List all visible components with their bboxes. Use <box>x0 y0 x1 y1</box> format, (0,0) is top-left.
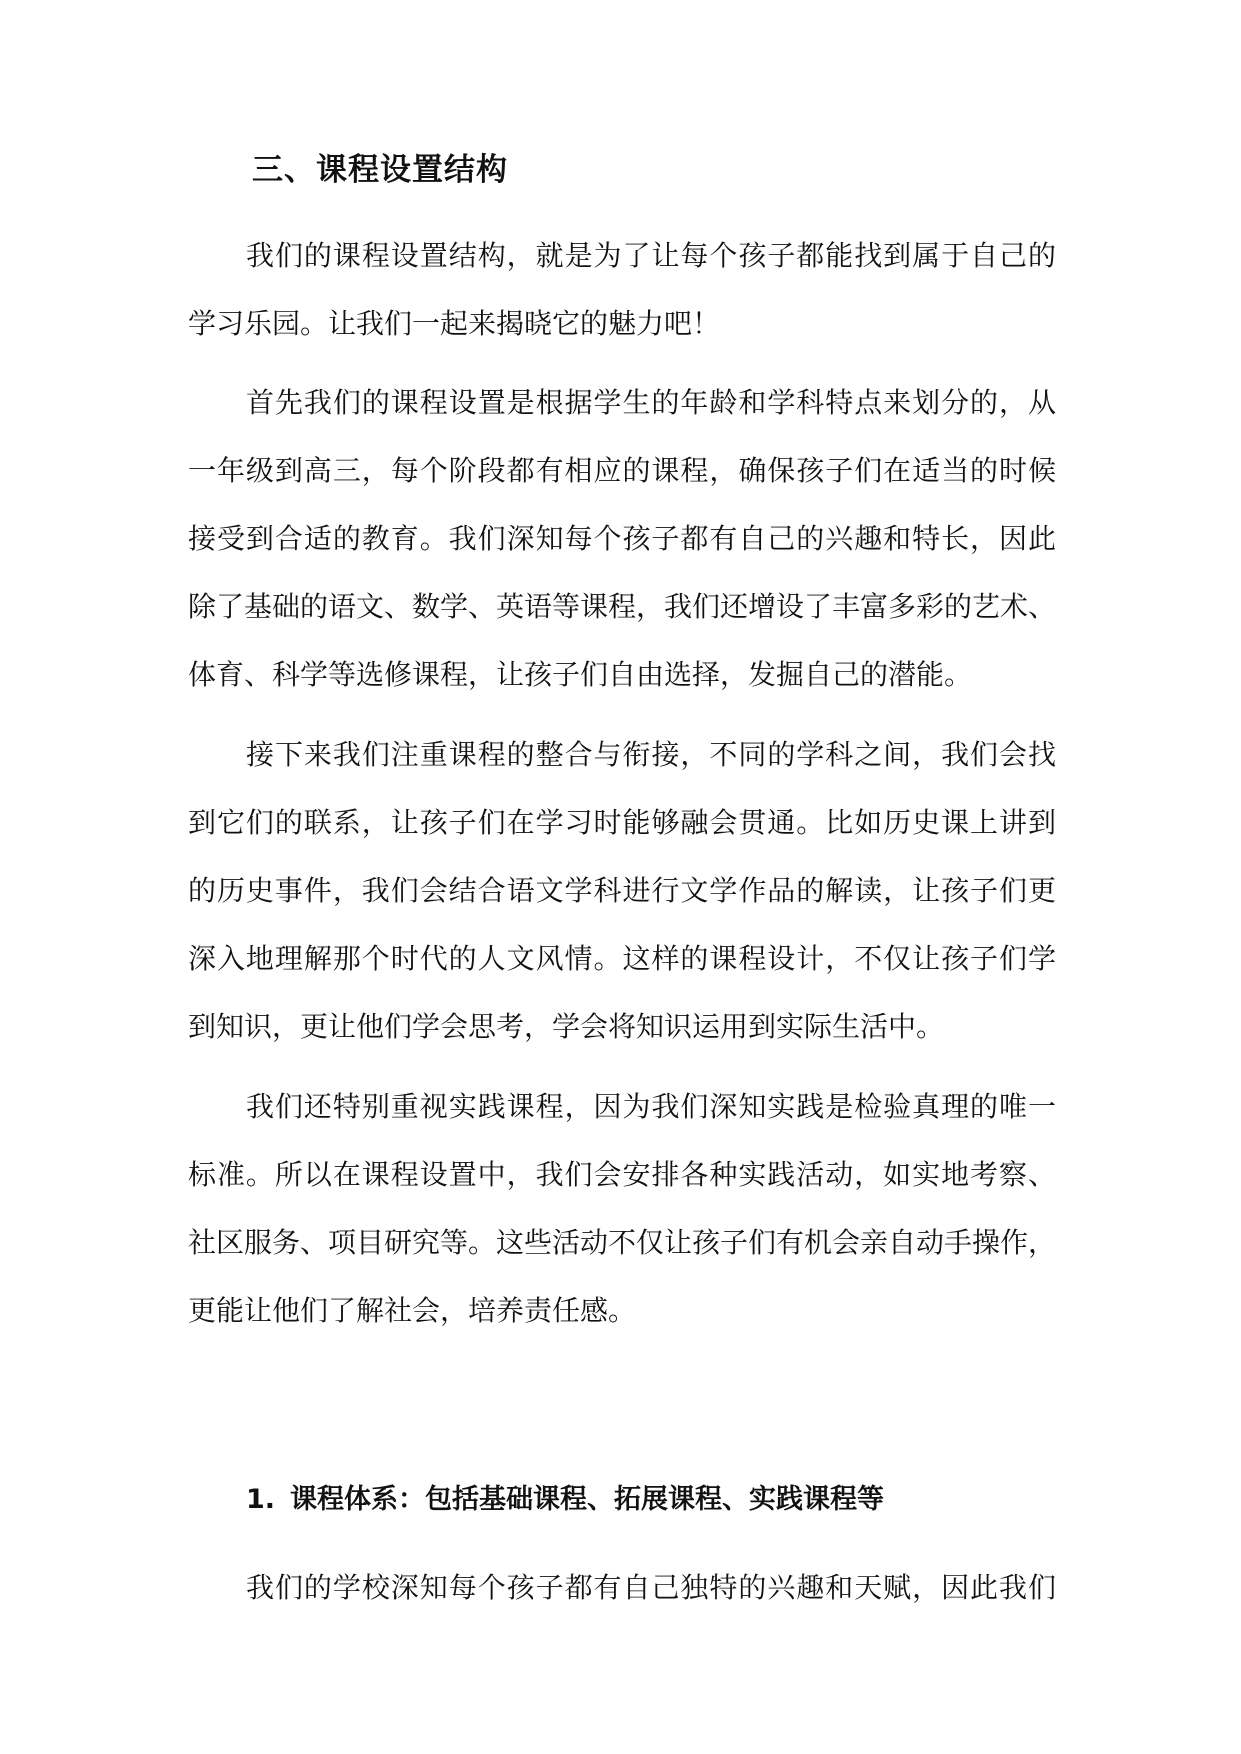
paragraph-3-line-3: 的历史事件，我们会结合语文学科进行文学作品的解读，让孩子们更 <box>188 874 1056 907</box>
paragraph-3-line-5: 到知识，更让他们学会思考，学会将知识运用到实际生活中。 <box>188 1010 945 1043</box>
paragraph-2-line-5: 体育、科学等选修课程，让孩子们自由选择，发掘自己的潜能。 <box>188 658 973 691</box>
paragraph-4-line-3: 社区服务、项目研究等。这些活动不仅让孩子们有机会亲自动手操作， <box>188 1226 1057 1259</box>
paragraph-1-line-2: 学习乐园。让我们一起来揭晓它的魅力吧！ <box>188 307 721 340</box>
paragraph-3-line-2: 到它们的联系，让孩子们在学习时能够融会贯通。比如历史课上讲到 <box>188 806 1056 839</box>
subsection-heading <box>246 1480 884 1520</box>
paragraph-1-line-1: 我们的课程设置结构，就是为了让每个孩子都能找到属于自己的 <box>246 239 1056 272</box>
paragraph-3-line-4: 深入地理解那个时代的人文风情。这样的课程设计，不仅让孩子们学 <box>188 942 1056 975</box>
subsection-title: 课程体系：包括基础课程、拓展课程、实践课程等 <box>290 1484 884 1515</box>
paragraph-2-line-1: 首先我们的课程设置是根据学生的年龄和学科特点来划分的，从 <box>246 386 1056 419</box>
paragraph-2-line-4: 除了基础的语文、数学、英语等课程，我们还增设了丰富多彩的艺术、 <box>188 590 1057 623</box>
paragraph-3-line-1: 接下来我们注重课程的整合与衔接，不同的学科之间，我们会找 <box>246 738 1056 771</box>
paragraph-4-line-1: 我们还特别重视实践课程，因为我们深知实践是检验真理的唯一 <box>246 1090 1056 1123</box>
closing-paragraph-line-1: 我们的学校深知每个孩子都有自己独特的兴趣和天赋，因此我们 <box>246 1571 1056 1604</box>
paragraph-4-line-4: 更能让他们了解社会，培养责任感。 <box>188 1294 637 1327</box>
paragraph-4-line-2: 标准。所以在课程设置中，我们会安排各种实践活动，如实地考察、 <box>188 1158 1056 1191</box>
subsection-number: 1. <box>246 1484 276 1515</box>
section-title: 三、课程设置结构 <box>252 152 508 188</box>
paragraph-2-line-2: 一年级到高三，每个阶段都有相应的课程，确保孩子们在适当的时候 <box>188 454 1056 487</box>
paragraph-2-line-3: 接受到合适的教育。我们深知每个孩子都有自己的兴趣和特长，因此 <box>188 522 1056 555</box>
